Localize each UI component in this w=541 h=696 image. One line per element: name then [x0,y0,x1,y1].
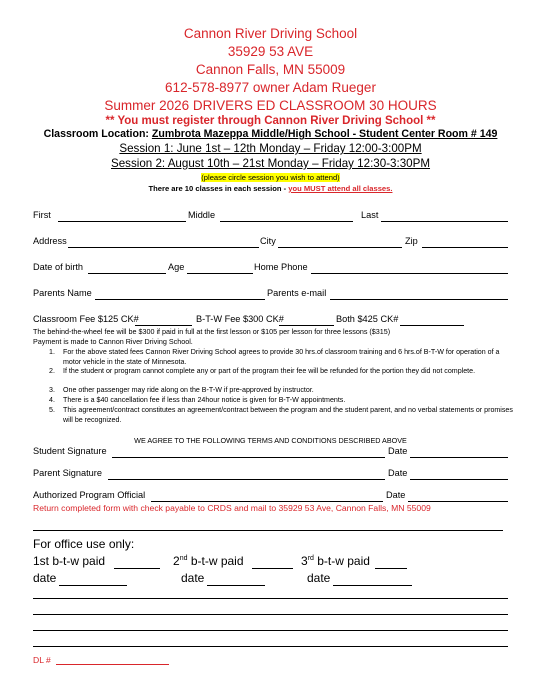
third-date-field[interactable] [333,585,412,586]
list-item: 3. One other passenger may ride along on the B-T-W if pre-approved by instructor. [49,386,314,394]
second-btw-paid-label: 2nd b-t-w paid [173,554,244,568]
official-signature-label: Authorized Program Official [33,490,146,500]
city-field[interactable] [278,247,402,248]
school-street: 35929 53 AVE [227,44,314,59]
official-signature-field[interactable] [151,501,383,502]
list-item: 2. If the student or program cannot complete any or part of the program their fee will be refunded for the portion they did not complete. [49,367,476,375]
official-date-label: Date [386,490,406,500]
first-btw-paid-field[interactable] [114,568,160,569]
first-label: First [33,210,51,220]
classes-note: There are 10 classes in each session - you MUST attend all classes. [148,184,393,193]
return-instructions: Return completed form with check payable to CRDS and mail to 35929 53 Ave, Cannon Falls, MN 55009 [33,503,431,513]
first-date-field[interactable] [59,585,127,586]
parents-name-label: Parents Name [33,288,92,298]
school-name: Cannon River Driving School [183,26,358,41]
terms-list [33,348,513,425]
third-date-label: date [307,571,331,585]
notes-line[interactable] [33,630,508,631]
third-btw-paid-label: 3rd b-t-w paid [301,554,370,568]
middle-name-field[interactable] [220,221,353,222]
third-btw-paid-field[interactable] [375,568,407,569]
program-title: Summer 2026 DRIVERS ED CLASSROOM 30 HOURS [104,98,437,113]
official-date-field[interactable] [408,501,508,502]
school-phone-owner: 612-578-8977 owner Adam Rueger [165,80,376,95]
both-fee-check-field[interactable] [400,325,464,326]
btw-fee-label: B-T-W Fee $300 CK# [196,314,284,324]
agree-statement: WE AGREE TO THE FOLLOWING TERMS AND CONDITIONS DESCRIBED ABOVE [134,436,407,445]
btw-fee-check-field[interactable] [279,325,334,326]
notes-line[interactable] [33,646,508,647]
student-date-label: Date [388,446,408,456]
second-date-label: date [181,571,205,585]
home-phone-field[interactable] [311,273,508,274]
parents-name-field[interactable] [95,299,265,300]
parent-date-label: Date [388,468,408,478]
circle-session-note: (please circle session you wish to attend) [201,173,340,182]
home-phone-label: Home Phone [254,262,308,272]
payment-note: Payment is made to Cannon River Driving School. [33,337,193,346]
parents-email-field[interactable] [330,299,508,300]
first-date-label: date [33,571,57,585]
age-label: Age [168,262,185,272]
student-date-field[interactable] [410,457,508,458]
parent-signature-field[interactable] [108,479,385,480]
parent-signature-label: Parent Signature [33,468,102,478]
school-city: Cannon Falls, MN 55009 [195,62,346,77]
list-item: 4. There is a $40 cancellation fee if less than 24hour notice is given for B-T-W appointments. [49,396,346,404]
session-1: Session 1: June 1st – 12th Monday – Friday 12:00-3:00PM [119,142,422,155]
divider [33,530,503,531]
first-btw-paid-label: 1st b-t-w paid [33,554,106,568]
last-name-field[interactable] [381,221,508,222]
dl-number-field[interactable] [56,664,169,665]
notes-line[interactable] [33,614,508,615]
both-fee-label: Both $425 CK# [336,314,399,324]
zip-field[interactable] [422,247,508,248]
age-field[interactable] [187,273,253,274]
register-notice: ** You must register through Cannon River Driving School ** [105,115,436,127]
second-date-field[interactable] [207,585,265,586]
list-item: 1. For the above stated fees Cannon River Driving School agrees to provide 30 hrs.of classroom training and 6 hrs.of B-T-W for operation of a motor vehicle in the state of Minnesota. [49,348,500,366]
student-signature-field[interactable] [112,457,385,458]
second-btw-paid-field[interactable] [252,568,293,569]
classroom-fee-label: Classroom Fee $125 CK# [33,314,139,324]
city-label: City [260,236,276,246]
dob-field[interactable] [88,273,166,274]
location-label: Classroom Location: [43,128,152,140]
btw-fee-note: The behind-the-wheel fee will be $300 if paid in full at the first lesson or $105 per lesson for three lessons ($315) [33,327,391,336]
location-value: Zumbrota Mazeppa Middle/High School - Student Center Room # 149 [151,128,498,140]
classroom-fee-check-field[interactable] [135,325,192,326]
address-label: Address [33,236,67,246]
first-name-field[interactable] [58,221,186,222]
office-use-title: For office use only: [33,537,135,551]
student-signature-label: Student Signature [33,446,107,456]
parent-date-field[interactable] [410,479,508,480]
list-item: 5. This agreement/contract constitutes an agreement/contract between the program and the student parent, and no verbal statements or promises will be recognized. [49,406,513,424]
session-2: Session 2: August 10th – 21st Monday – Friday 12:30-3:30PM [110,157,431,170]
address-field[interactable] [68,247,259,248]
dl-label: DL # [33,655,51,665]
middle-label: Middle [188,210,216,220]
dob-label: Date of birth [33,262,84,272]
last-label: Last [361,210,379,220]
classroom-location [0,128,541,140]
zip-label: Zip [405,236,418,246]
notes-line[interactable] [33,598,508,599]
parents-email-label: Parents e-mail [267,288,327,298]
